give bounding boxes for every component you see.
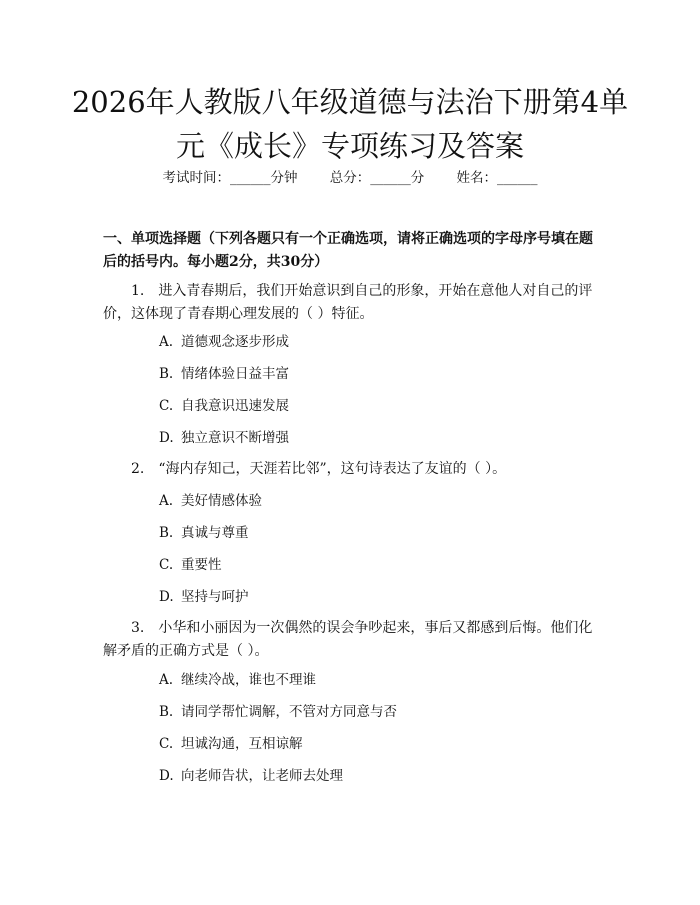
option-text: 自我意识迅速发展	[181, 398, 289, 414]
question-number: 1.	[131, 283, 145, 299]
question-number: 3.	[131, 620, 145, 636]
option-3a	[159, 670, 599, 690]
question-3	[103, 617, 597, 663]
option-key: A.	[159, 493, 174, 509]
option-text: 道德观念逐步形成	[181, 334, 289, 350]
question-stem: “海内存知己，天涯若比邻”，这句诗表达了友谊的（ ）。	[158, 461, 507, 477]
option-text: 继续冷战，谁也不理谁	[181, 672, 316, 688]
option-key: D.	[159, 768, 174, 784]
option-1b	[159, 364, 599, 384]
option-key: D.	[159, 589, 174, 605]
option-text: 情绪体验日益丰富	[181, 366, 289, 382]
option-text: 坦诚沟通，互相谅解	[181, 736, 303, 752]
option-key: C.	[159, 398, 174, 414]
total-score-field: 总分：______分	[329, 170, 425, 186]
question-stem: 小华和小丽因为一次偶然的误会争吵起来，事后又都感到后悔。他们化解矛盾的正确方式是（ ）。	[103, 620, 593, 659]
page-title: 2026年人教版八年级道德与法治下册第4单元《成长》专项练习及答案	[71, 85, 629, 163]
option-text: 独立意识不断增强	[181, 430, 289, 446]
option-key: C.	[159, 736, 174, 752]
option-text: 重要性	[181, 557, 222, 573]
option-text: 请同学帮忙调解，不管对方同意与否	[181, 704, 397, 720]
option-key: B.	[159, 366, 174, 382]
option-key: B.	[159, 525, 174, 541]
option-key: A.	[159, 334, 174, 350]
question-1	[103, 280, 597, 326]
option-text: 真诚与尊重	[181, 525, 249, 541]
option-text: 向老师告状，让老师去处理	[181, 768, 343, 784]
question-number: 2.	[131, 461, 145, 477]
option-3d	[159, 766, 599, 786]
option-2d	[159, 587, 599, 607]
section-heading: 一、单项选择题（下列各题只有一个正确选项，请将正确选项的字母序号填在题后的括号内。每小题2分，共30分）	[103, 231, 593, 270]
option-2c	[159, 555, 599, 575]
option-2b	[159, 523, 599, 543]
option-key: D.	[159, 430, 174, 446]
option-2a	[159, 491, 599, 511]
question-stem: 进入青春期后，我们开始意识到自己的形象，开始在意他人对自己的评价，这体现了青春期心理发展的（ ）特征。	[103, 283, 593, 322]
option-3c	[159, 734, 599, 754]
option-3b	[159, 702, 599, 722]
exam-info	[0, 168, 700, 188]
exam-time-field: 考试时间：______分钟	[162, 170, 298, 186]
option-key: B.	[159, 704, 174, 720]
option-1c	[159, 396, 599, 416]
option-key: A.	[159, 672, 174, 688]
option-1d	[159, 428, 599, 448]
option-text: 美好情感体验	[181, 493, 262, 509]
question-2	[103, 458, 597, 481]
option-1a	[159, 332, 599, 352]
name-field: 姓名：______	[456, 170, 538, 186]
option-key: C.	[159, 557, 174, 573]
option-text: 坚持与呵护	[181, 589, 249, 605]
